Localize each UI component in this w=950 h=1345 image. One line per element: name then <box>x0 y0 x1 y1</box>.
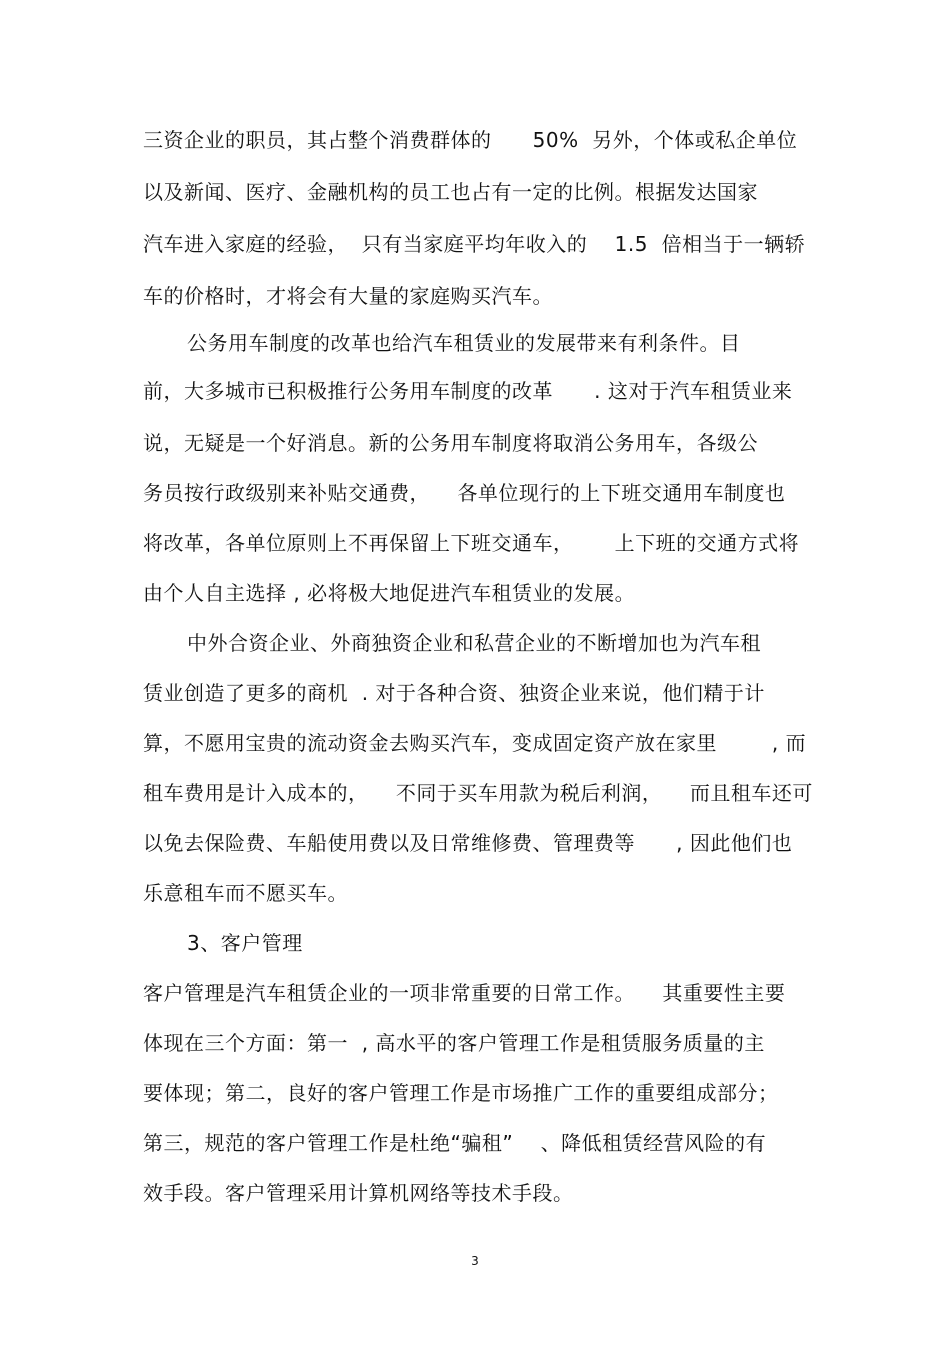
text-line: 赁业创造了更多的商机 . 对于各种合资、独资企业来说，他们精于计 <box>143 681 765 705</box>
paragraph-first-line: 中外合资企业、外商独资企业和私营企业的不断增加也为汽车租 <box>187 631 761 655</box>
text-line: 汽车进入家庭的经验， 只有当家庭平均年收入的 1.5 倍相当于一辆轿 <box>143 232 806 256</box>
text-line: 算，不愿用宝贵的流动资金去购买汽车，变成固定资产放在家里 , 而 <box>143 731 807 755</box>
text-line: 车的价格时，才将会有大量的家庭购买汽车。 <box>143 284 553 308</box>
text-line: 以及新闻、医疗、金融机构的员工也占有一定的比例。根据发达国家 <box>143 180 758 204</box>
text-line: 三资企业的职员，其占整个消费群体的 50% 另外，个体或私企单位 <box>143 128 798 152</box>
text-line: 以免去保险费、车船使用费以及日常维修费、管理费等 , 因此他们也 <box>143 831 793 855</box>
text-line: 体现在三个方面：第一 , 高水平的客户管理工作是租赁服务质量的主 <box>143 1031 765 1055</box>
text-line: 要体现；第二，良好的客户管理工作是市场推广工作的重要组成部分； <box>143 1081 779 1105</box>
text-line: 客户管理是汽车租赁企业的一项非常重要的日常工作。 其重要性主要 <box>143 981 786 1005</box>
text-line: 乐意租车而不愿买车。 <box>143 881 348 905</box>
paragraph-first-line: 公务用车制度的改革也给汽车租赁业的发展带来有利条件。目 <box>187 331 741 355</box>
section-heading: 3、客户管理 <box>187 931 303 955</box>
text-line: 效手段。客户管理采用计算机网络等技术手段。 <box>143 1181 574 1205</box>
text-line: 租车费用是计入成本的， 不同于买车用款为税后利润， 而且租车还可 <box>143 781 813 805</box>
text-line: 将改革，各单位原则上不再保留上下班交通车， 上下班的交通方式将 <box>143 531 800 555</box>
text-line: 务员按行政级别来补贴交通费， 各单位现行的上下班交通用车制度也 <box>143 481 786 505</box>
text-line: 第三，规范的客户管理工作是杜绝“骗租” 、降低租赁经营风险的有 <box>143 1131 767 1155</box>
text-line: 前，大多城市已积极推行公务用车制度的改革 . 这对于汽车租赁业来 <box>143 379 793 403</box>
text-line: 由个人自主选择 , 必将极大地促进汽车租赁业的发展。 <box>143 581 636 605</box>
page-number: 3 <box>471 1254 479 1268</box>
text-line: 说，无疑是一个好消息。新的公务用车制度将取消公务用车，各级公 <box>143 431 758 455</box>
